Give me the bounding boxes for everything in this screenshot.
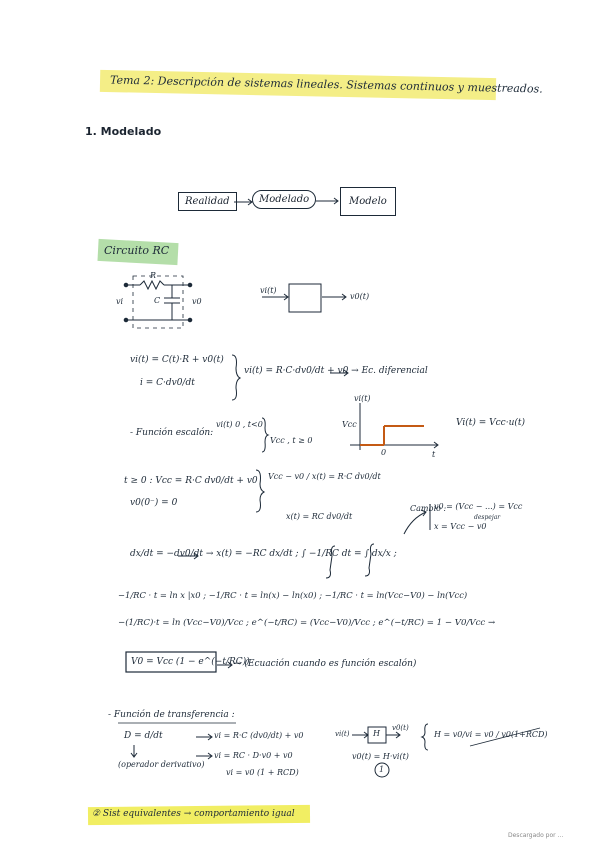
x-def: Vcc − v0 / x(t) = R·C dv0/dt [268,472,381,481]
cambio-2: x = Vcc − v0 [434,522,487,531]
step-graph-ylabel: vi(t) [354,394,371,403]
flow-box-modelado: Modelado [252,190,316,209]
ln-equation: −1/RC · t = ln x |x0 ; −1/RC · t = ln(x) − ln(x0) ; −1/RC · t = ln(Vcc−V0) − ln(Vcc) [118,590,468,600]
step-label: - Función escalón: [130,428,214,438]
section-heading: 1. Modelado [85,125,162,138]
terminal-in-bottom [124,318,128,322]
tf-H-equation: H = v0/vi = v0 / v0(1+RCD) [434,730,548,739]
dx-equation: dx/dt = −dv0/dt → x(t) = −RC dx/dt ; ∫ −1/RC dt = ∫ dx/x ; [130,549,397,559]
tf-block-in: vi(t) [335,730,350,738]
result-boxed: V0 = Vcc (1 − e^(−t/RC)) [131,657,250,667]
step-graph-xlabel: t [432,450,436,459]
tf-label: - Función de transferencia : [108,710,235,720]
terminal-out-top [188,283,192,287]
cambio-small: despejar [474,514,501,521]
block-rect [289,284,321,312]
resistor-symbol [140,281,164,289]
tf-eq1: vi = R·C (dv0/dt) + v0 [214,731,304,740]
eq-kvl-2: i = C·dv0/dt [140,378,195,388]
cambio-1: v0 = (Vcc − ...) = Vcc [434,502,523,511]
x-def2: x(t) = RC dv0/dt [286,512,353,521]
terminal-in-top [124,283,128,287]
step-graph-origin: 0 [381,448,387,457]
circuit-label-input: vi [116,297,124,306]
result-note: → (Ecuación cuando es función escalón) [234,659,417,669]
tf-block-H: H [373,729,380,738]
exp-equation: −(1/RC)·t = ln (Vcc−V0)/Vcc ; e^(−t/RC) = (Vcc−V0)/Vcc ; e^(−t/RC) = 1 − V0/Vcc → [118,618,496,628]
t0-line2: v0(0⁻) = 0 [130,498,178,508]
step-piecewise-2: Vcc , t ≥ 0 [270,436,313,445]
eq-kvl-1: vi(t) = C(t)·R + v0(t) [130,355,224,365]
eq-differential: vi(t) = R·C·dv0/dt + v0 → Ec. diferencial [244,366,428,376]
brace-kvl [232,355,240,400]
t0-line1: t ≥ 0 : Vcc = R·C dv0/dt + v0 [124,476,258,486]
footer-watermark: Descargado por ... [508,832,564,839]
flow-box-realidad: Realidad [178,192,237,211]
tf-block-out: v0(t) [392,724,409,732]
terminal-out-bottom [188,318,192,322]
cambio-label: Cambio : [410,504,447,513]
circuit-title: Circuito RC [104,244,170,257]
circuit-label-resistor: R [150,271,157,280]
tf-eq2: vi = RC · D·v0 + v0 [214,751,293,760]
tf-circle-label: 1 [379,765,385,774]
tf-D-note: (operador derivativo) [118,760,205,769]
flow-box-modelo: Modelo [340,187,396,216]
tf-relation: v0(t) = H·vi(t) [352,752,409,761]
tf-eq3: vi = v0 (1 + RCD) [226,768,299,777]
step-graph-level: Vcc [342,420,357,429]
step-graph-equation: Vi(t) = Vcc·u(t) [456,418,525,428]
tf-D: D = d/dt [124,731,163,741]
step-piecewise-1: vi(t) 0 , t<0 [216,420,263,429]
circuit-label-output: v0 [192,297,202,306]
page-title: Tema 2: Descripción de sistemas lineales. Sistemas continuos y muestreados. [109,73,543,96]
block-input-label: vi(t) [260,286,277,295]
equiv-note: ② Sist equivalentes → comportamiento igual [92,809,295,819]
block-output-label: v0(t) [350,292,370,301]
circuit-label-capacitor: C [154,296,161,305]
